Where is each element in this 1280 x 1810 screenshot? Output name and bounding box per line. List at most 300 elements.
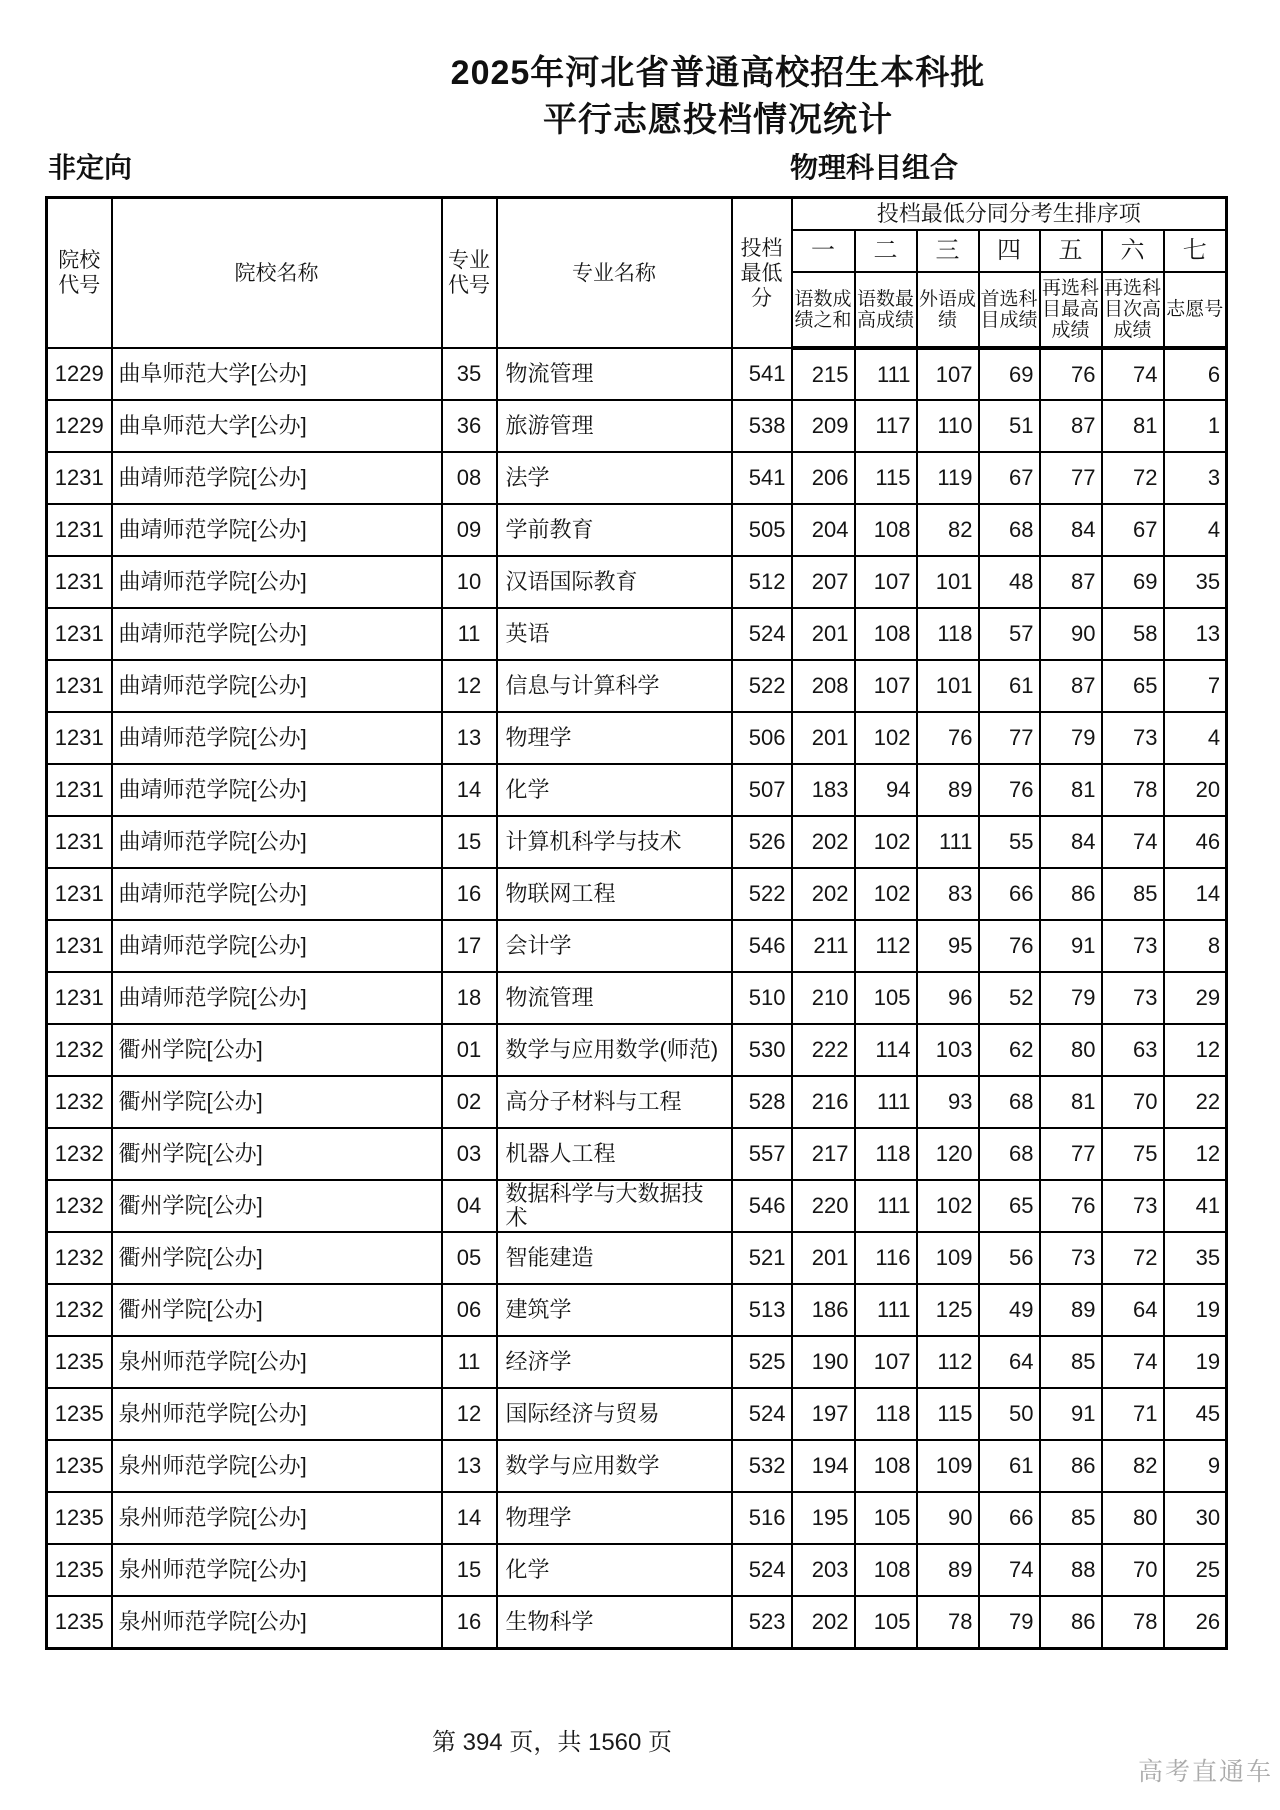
cell-tiebreak-4: 74: [979, 1544, 1040, 1596]
cell-min-score: 521: [732, 1232, 792, 1284]
cell-school-code: 1231: [47, 764, 112, 816]
cell-tiebreak-4: 68: [979, 1128, 1040, 1180]
cell-tiebreak-5: 86: [1040, 1596, 1102, 1648]
cell-tiebreak-5: 87: [1040, 556, 1102, 608]
cell-school-name: 曲靖师范学院[公办]: [112, 868, 442, 920]
cell-tiebreak-5: 79: [1040, 972, 1102, 1024]
cell-tiebreak-7: 3: [1164, 452, 1227, 504]
cell-major-name: 物流管理: [497, 348, 732, 400]
cell-tiebreak-2: 102: [855, 712, 917, 764]
cell-major-code: 18: [442, 972, 497, 1024]
cell-tiebreak-7: 45: [1164, 1388, 1227, 1440]
cell-tiebreak-5: 91: [1040, 1388, 1102, 1440]
tiebreak-number: 三: [917, 230, 979, 272]
cell-tiebreak-2: 114: [855, 1024, 917, 1076]
cell-major-code: 15: [442, 1544, 497, 1596]
cell-school-name: 衢州学院[公办]: [112, 1284, 442, 1336]
cell-major-name: 数学与应用数学(师范): [497, 1024, 732, 1076]
cell-school-code: 1231: [47, 556, 112, 608]
cell-major-name: 高分子材料与工程: [497, 1076, 732, 1128]
cell-tiebreak-7: 26: [1164, 1596, 1227, 1648]
cell-tiebreak-7: 4: [1164, 712, 1227, 764]
cell-school-name: 衢州学院[公办]: [112, 1076, 442, 1128]
cell-school-name: 曲阜师范大学[公办]: [112, 348, 442, 400]
cell-tiebreak-1: 208: [792, 660, 855, 712]
cell-min-score: 557: [732, 1128, 792, 1180]
table-row: [47, 816, 1227, 868]
cell-major-code: 01: [442, 1024, 497, 1076]
cell-tiebreak-4: 51: [979, 400, 1040, 452]
cell-school-code: 1232: [47, 1024, 112, 1076]
cell-min-score: 516: [732, 1492, 792, 1544]
cell-min-score: 530: [732, 1024, 792, 1076]
cell-school-name: 曲阜师范大学[公办]: [112, 400, 442, 452]
cell-major-name: 国际经济与贸易: [497, 1388, 732, 1440]
cell-tiebreak-2: 108: [855, 608, 917, 660]
cell-min-score: 538: [732, 400, 792, 452]
cell-tiebreak-4: 68: [979, 504, 1040, 556]
table-row: [47, 972, 1227, 1024]
cell-tiebreak-5: 89: [1040, 1284, 1102, 1336]
cell-min-score: 523: [732, 1596, 792, 1648]
cell-tiebreak-1: 222: [792, 1024, 855, 1076]
cell-tiebreak-1: 207: [792, 556, 855, 608]
page-number: 第 394 页，共 1560 页: [431, 1729, 673, 1756]
cell-tiebreak-4: 64: [979, 1336, 1040, 1388]
table-row: [47, 920, 1227, 972]
cell-tiebreak-3: 107: [917, 348, 979, 400]
cell-tiebreak-6: 70: [1102, 1544, 1164, 1596]
cell-school-code: 1229: [47, 400, 112, 452]
cell-tiebreak-3: 101: [917, 556, 979, 608]
cell-school-name: 曲靖师范学院[公办]: [112, 660, 442, 712]
cell-tiebreak-2: 116: [855, 1232, 917, 1284]
cell-major-code: 04: [442, 1180, 497, 1232]
cell-major-name: 数据科学与大数据技术: [497, 1180, 732, 1232]
cell-tiebreak-5: 73: [1040, 1232, 1102, 1284]
cell-school-code: 1231: [47, 920, 112, 972]
cell-min-score: 505: [732, 504, 792, 556]
cell-tiebreak-7: 1: [1164, 400, 1227, 452]
table-row: [47, 1232, 1227, 1284]
cell-tiebreak-4: 61: [979, 1440, 1040, 1492]
table-row: [47, 1440, 1227, 1492]
cell-min-score: 513: [732, 1284, 792, 1336]
cell-school-code: 1231: [47, 816, 112, 868]
cell-major-name: 旅游管理: [497, 400, 732, 452]
header-school-code: 院校代号: [47, 198, 112, 349]
cell-min-score: 532: [732, 1440, 792, 1492]
cell-major-code: 11: [442, 1336, 497, 1388]
cell-tiebreak-2: 102: [855, 868, 917, 920]
table-row: [47, 400, 1227, 452]
cell-school-code: 1231: [47, 972, 112, 1024]
orientation-label: 非定向: [48, 152, 133, 183]
cell-major-code: 03: [442, 1128, 497, 1180]
cell-school-code: 1231: [47, 452, 112, 504]
cell-tiebreak-1: 195: [792, 1492, 855, 1544]
table-row: [47, 1180, 1227, 1232]
cell-major-code: 13: [442, 1440, 497, 1492]
cell-tiebreak-3: 115: [917, 1388, 979, 1440]
header-tiebreak-group: 投档最低分同分考生排序项: [792, 198, 1227, 231]
tiebreak-label: 语数最高成绩: [855, 272, 917, 348]
table-row: [47, 348, 1227, 400]
cell-tiebreak-2: 111: [855, 1284, 917, 1336]
table-row: [47, 712, 1227, 764]
cell-tiebreak-6: 72: [1102, 1232, 1164, 1284]
cell-min-score: 528: [732, 1076, 792, 1128]
cell-min-score: 524: [732, 608, 792, 660]
cell-tiebreak-1: 186: [792, 1284, 855, 1336]
cell-tiebreak-1: 211: [792, 920, 855, 972]
cell-tiebreak-1: 204: [792, 504, 855, 556]
cell-tiebreak-3: 120: [917, 1128, 979, 1180]
cell-major-name: 会计学: [497, 920, 732, 972]
cell-school-code: 1235: [47, 1596, 112, 1648]
cell-tiebreak-6: 64: [1102, 1284, 1164, 1336]
cell-tiebreak-2: 115: [855, 452, 917, 504]
cell-school-name: 衢州学院[公办]: [112, 1232, 442, 1284]
cell-tiebreak-5: 76: [1040, 1180, 1102, 1232]
cell-school-name: 曲靖师范学院[公办]: [112, 556, 442, 608]
cell-tiebreak-2: 107: [855, 660, 917, 712]
tiebreak-number: 二: [855, 230, 917, 272]
cell-school-code: 1231: [47, 608, 112, 660]
cell-tiebreak-6: 82: [1102, 1440, 1164, 1492]
cell-school-name: 泉州师范学院[公办]: [112, 1596, 442, 1648]
cell-min-score: 525: [732, 1336, 792, 1388]
cell-tiebreak-5: 86: [1040, 1440, 1102, 1492]
cell-tiebreak-1: 197: [792, 1388, 855, 1440]
cell-tiebreak-6: 65: [1102, 660, 1164, 712]
cell-tiebreak-3: 103: [917, 1024, 979, 1076]
cell-tiebreak-3: 101: [917, 660, 979, 712]
tiebreak-number: 七: [1164, 230, 1227, 272]
cell-school-name: 曲靖师范学院[公办]: [112, 920, 442, 972]
cell-tiebreak-5: 90: [1040, 608, 1102, 660]
cell-tiebreak-6: 73: [1102, 972, 1164, 1024]
cell-major-code: 12: [442, 1388, 497, 1440]
cell-tiebreak-3: 78: [917, 1596, 979, 1648]
cell-major-name: 法学: [497, 452, 732, 504]
cell-tiebreak-5: 87: [1040, 660, 1102, 712]
cell-tiebreak-4: 52: [979, 972, 1040, 1024]
cell-tiebreak-1: 202: [792, 816, 855, 868]
cell-tiebreak-5: 85: [1040, 1336, 1102, 1388]
cell-school-name: 泉州师范学院[公办]: [112, 1388, 442, 1440]
table-row: [47, 1284, 1227, 1336]
table-body: [47, 348, 1227, 1648]
cell-tiebreak-7: 7: [1164, 660, 1227, 712]
cell-min-score: 546: [732, 920, 792, 972]
cell-tiebreak-5: 81: [1040, 1076, 1102, 1128]
cell-school-code: 1232: [47, 1180, 112, 1232]
cell-tiebreak-3: 83: [917, 868, 979, 920]
cell-major-name: 智能建造: [497, 1232, 732, 1284]
cell-tiebreak-6: 80: [1102, 1492, 1164, 1544]
cell-major-name: 信息与计算科学: [497, 660, 732, 712]
cell-major-name: 物理学: [497, 1492, 732, 1544]
cell-tiebreak-7: 12: [1164, 1128, 1227, 1180]
cell-tiebreak-3: 93: [917, 1076, 979, 1128]
cell-school-name: 曲靖师范学院[公办]: [112, 452, 442, 504]
cell-major-name: 生物科学: [497, 1596, 732, 1648]
cell-major-code: 36: [442, 400, 497, 452]
table-row: [47, 1388, 1227, 1440]
cell-tiebreak-5: 79: [1040, 712, 1102, 764]
cell-tiebreak-4: 48: [979, 556, 1040, 608]
cell-min-score: 512: [732, 556, 792, 608]
cell-tiebreak-3: 112: [917, 1336, 979, 1388]
cell-tiebreak-3: 95: [917, 920, 979, 972]
cell-tiebreak-3: 118: [917, 608, 979, 660]
cell-tiebreak-5: 91: [1040, 920, 1102, 972]
cell-major-code: 17: [442, 920, 497, 972]
cell-tiebreak-3: 96: [917, 972, 979, 1024]
cell-tiebreak-4: 49: [979, 1284, 1040, 1336]
cell-tiebreak-7: 20: [1164, 764, 1227, 816]
tiebreak-label: 再选科目最高成绩: [1040, 272, 1102, 348]
cell-tiebreak-3: 125: [917, 1284, 979, 1336]
cell-tiebreak-5: 77: [1040, 452, 1102, 504]
cell-tiebreak-3: 89: [917, 1544, 979, 1596]
cell-tiebreak-6: 73: [1102, 1180, 1164, 1232]
tiebreak-label: 首选科目成绩: [979, 272, 1040, 348]
cell-tiebreak-2: 94: [855, 764, 917, 816]
cell-major-name: 汉语国际教育: [497, 556, 732, 608]
admission-table: [45, 196, 1228, 1650]
cell-tiebreak-7: 46: [1164, 816, 1227, 868]
cell-school-code: 1232: [47, 1128, 112, 1180]
cell-tiebreak-4: 76: [979, 920, 1040, 972]
table-row: [47, 1024, 1227, 1076]
cell-tiebreak-6: 81: [1102, 400, 1164, 452]
cell-major-name: 化学: [497, 1544, 732, 1596]
table-row: [47, 660, 1227, 712]
table-row: [47, 1128, 1227, 1180]
cell-tiebreak-3: 119: [917, 452, 979, 504]
cell-tiebreak-4: 57: [979, 608, 1040, 660]
cell-tiebreak-1: 202: [792, 868, 855, 920]
cell-tiebreak-1: 194: [792, 1440, 855, 1492]
cell-major-name: 物理学: [497, 712, 732, 764]
cell-school-name: 曲靖师范学院[公办]: [112, 972, 442, 1024]
page-title-line2: 平行志愿投档情况统计: [543, 100, 893, 139]
cell-major-code: 02: [442, 1076, 497, 1128]
table-row: [47, 764, 1227, 816]
cell-tiebreak-3: 76: [917, 712, 979, 764]
cell-tiebreak-4: 56: [979, 1232, 1040, 1284]
cell-tiebreak-1: 210: [792, 972, 855, 1024]
cell-tiebreak-4: 66: [979, 1492, 1040, 1544]
cell-tiebreak-3: 90: [917, 1492, 979, 1544]
cell-tiebreak-7: 41: [1164, 1180, 1227, 1232]
cell-tiebreak-6: 74: [1102, 816, 1164, 868]
cell-tiebreak-1: 220: [792, 1180, 855, 1232]
cell-school-name: 泉州师范学院[公办]: [112, 1440, 442, 1492]
cell-tiebreak-2: 108: [855, 504, 917, 556]
cell-tiebreak-6: 75: [1102, 1128, 1164, 1180]
cell-tiebreak-6: 74: [1102, 348, 1164, 400]
cell-tiebreak-6: 78: [1102, 764, 1164, 816]
cell-tiebreak-7: 13: [1164, 608, 1227, 660]
cell-min-score: 546: [732, 1180, 792, 1232]
header-min-score: 投档最低分: [732, 198, 792, 349]
cell-tiebreak-4: 77: [979, 712, 1040, 764]
page-title-line1: 2025年河北省普通高校招生本科批: [450, 54, 986, 92]
header-major-name: 专业名称: [497, 198, 732, 349]
cell-major-name: 建筑学: [497, 1284, 732, 1336]
tiebreak-number: 四: [979, 230, 1040, 272]
cell-tiebreak-2: 117: [855, 400, 917, 452]
cell-tiebreak-5: 84: [1040, 504, 1102, 556]
cell-tiebreak-4: 50: [979, 1388, 1040, 1440]
subject-group-label: 物理科目组合: [790, 152, 959, 183]
tiebreak-number: 一: [792, 230, 855, 272]
cell-school-code: 1232: [47, 1076, 112, 1128]
cell-tiebreak-6: 58: [1102, 608, 1164, 660]
tiebreak-label: 外语成绩: [917, 272, 979, 348]
table-row: [47, 1076, 1227, 1128]
cell-tiebreak-4: 55: [979, 816, 1040, 868]
cell-school-name: 曲靖师范学院[公办]: [112, 764, 442, 816]
cell-school-name: 衢州学院[公办]: [112, 1024, 442, 1076]
cell-major-code: 10: [442, 556, 497, 608]
header-major-code: 专业代号: [442, 198, 497, 349]
cell-min-score: 510: [732, 972, 792, 1024]
cell-tiebreak-6: 72: [1102, 452, 1164, 504]
cell-school-code: 1235: [47, 1544, 112, 1596]
table-header: [47, 198, 1227, 349]
cell-school-code: 1229: [47, 348, 112, 400]
cell-major-name: 计算机科学与技术: [497, 816, 732, 868]
cell-tiebreak-7: 22: [1164, 1076, 1227, 1128]
cell-tiebreak-5: 81: [1040, 764, 1102, 816]
cell-tiebreak-1: 190: [792, 1336, 855, 1388]
cell-major-name: 物流管理: [497, 972, 732, 1024]
cell-tiebreak-6: 63: [1102, 1024, 1164, 1076]
cell-tiebreak-4: 68: [979, 1076, 1040, 1128]
cell-tiebreak-4: 66: [979, 868, 1040, 920]
cell-min-score: 522: [732, 660, 792, 712]
cell-school-code: 1231: [47, 660, 112, 712]
cell-major-code: 15: [442, 816, 497, 868]
table-row: [47, 1596, 1227, 1648]
cell-min-score: 522: [732, 868, 792, 920]
cell-tiebreak-4: 65: [979, 1180, 1040, 1232]
cell-tiebreak-5: 88: [1040, 1544, 1102, 1596]
watermark: 高考直通车: [1138, 1758, 1274, 1786]
cell-tiebreak-7: 30: [1164, 1492, 1227, 1544]
cell-school-code: 1231: [47, 712, 112, 764]
cell-school-code: 1232: [47, 1284, 112, 1336]
cell-major-code: 13: [442, 712, 497, 764]
tiebreak-label: 再选科目次高成绩: [1102, 272, 1164, 348]
cell-tiebreak-1: 209: [792, 400, 855, 452]
cell-tiebreak-7: 19: [1164, 1336, 1227, 1388]
cell-school-code: 1231: [47, 504, 112, 556]
cell-tiebreak-2: 102: [855, 816, 917, 868]
cell-school-code: 1231: [47, 868, 112, 920]
cell-school-name: 泉州师范学院[公办]: [112, 1336, 442, 1388]
cell-tiebreak-2: 111: [855, 348, 917, 400]
cell-tiebreak-6: 85: [1102, 868, 1164, 920]
page-title: [156, 50, 1280, 144]
cell-school-name: 衢州学院[公办]: [112, 1180, 442, 1232]
cell-school-name: 泉州师范学院[公办]: [112, 1544, 442, 1596]
cell-min-score: 524: [732, 1388, 792, 1440]
cell-tiebreak-7: 12: [1164, 1024, 1227, 1076]
cell-tiebreak-5: 76: [1040, 348, 1102, 400]
cell-tiebreak-4: 61: [979, 660, 1040, 712]
cell-major-name: 数学与应用数学: [497, 1440, 732, 1492]
cell-tiebreak-2: 105: [855, 1596, 917, 1648]
cell-tiebreak-4: 67: [979, 452, 1040, 504]
cell-tiebreak-6: 74: [1102, 1336, 1164, 1388]
cell-major-name: 化学: [497, 764, 732, 816]
cell-major-code: 16: [442, 868, 497, 920]
cell-tiebreak-4: 76: [979, 764, 1040, 816]
cell-tiebreak-3: 111: [917, 816, 979, 868]
cell-major-code: 16: [442, 1596, 497, 1648]
cell-major-code: 14: [442, 764, 497, 816]
cell-min-score: 541: [732, 348, 792, 400]
cell-tiebreak-2: 105: [855, 1492, 917, 1544]
tiebreak-label: 语数成绩之和: [792, 272, 855, 348]
cell-school-name: 衢州学院[公办]: [112, 1128, 442, 1180]
cell-tiebreak-1: 217: [792, 1128, 855, 1180]
cell-major-code: 09: [442, 504, 497, 556]
cell-tiebreak-4: 69: [979, 348, 1040, 400]
cell-tiebreak-3: 89: [917, 764, 979, 816]
cell-school-name: 曲靖师范学院[公办]: [112, 608, 442, 660]
cell-min-score: 526: [732, 816, 792, 868]
cell-major-code: 11: [442, 608, 497, 660]
cell-tiebreak-6: 70: [1102, 1076, 1164, 1128]
cell-min-score: 507: [732, 764, 792, 816]
cell-tiebreak-7: 4: [1164, 504, 1227, 556]
cell-tiebreak-2: 118: [855, 1128, 917, 1180]
cell-tiebreak-5: 84: [1040, 816, 1102, 868]
cell-school-code: 1235: [47, 1492, 112, 1544]
cell-tiebreak-7: 35: [1164, 556, 1227, 608]
cell-tiebreak-1: 206: [792, 452, 855, 504]
cell-tiebreak-5: 87: [1040, 400, 1102, 452]
cell-min-score: 524: [732, 1544, 792, 1596]
cell-tiebreak-2: 111: [855, 1180, 917, 1232]
cell-tiebreak-1: 216: [792, 1076, 855, 1128]
cell-major-name: 物联网工程: [497, 868, 732, 920]
cell-tiebreak-2: 118: [855, 1388, 917, 1440]
cell-major-code: 35: [442, 348, 497, 400]
cell-tiebreak-1: 201: [792, 1232, 855, 1284]
table-row: [47, 1336, 1227, 1388]
cell-tiebreak-2: 108: [855, 1544, 917, 1596]
cell-tiebreak-3: 102: [917, 1180, 979, 1232]
table-row: [47, 1492, 1227, 1544]
cell-tiebreak-2: 105: [855, 972, 917, 1024]
cell-school-code: 1232: [47, 1232, 112, 1284]
table-row: [47, 556, 1227, 608]
cell-school-name: 曲靖师范学院[公办]: [112, 504, 442, 556]
cell-tiebreak-5: 80: [1040, 1024, 1102, 1076]
cell-major-name: 机器人工程: [497, 1128, 732, 1180]
cell-school-code: 1235: [47, 1440, 112, 1492]
cell-major-code: 08: [442, 452, 497, 504]
cell-tiebreak-2: 112: [855, 920, 917, 972]
cell-tiebreak-7: 8: [1164, 920, 1227, 972]
